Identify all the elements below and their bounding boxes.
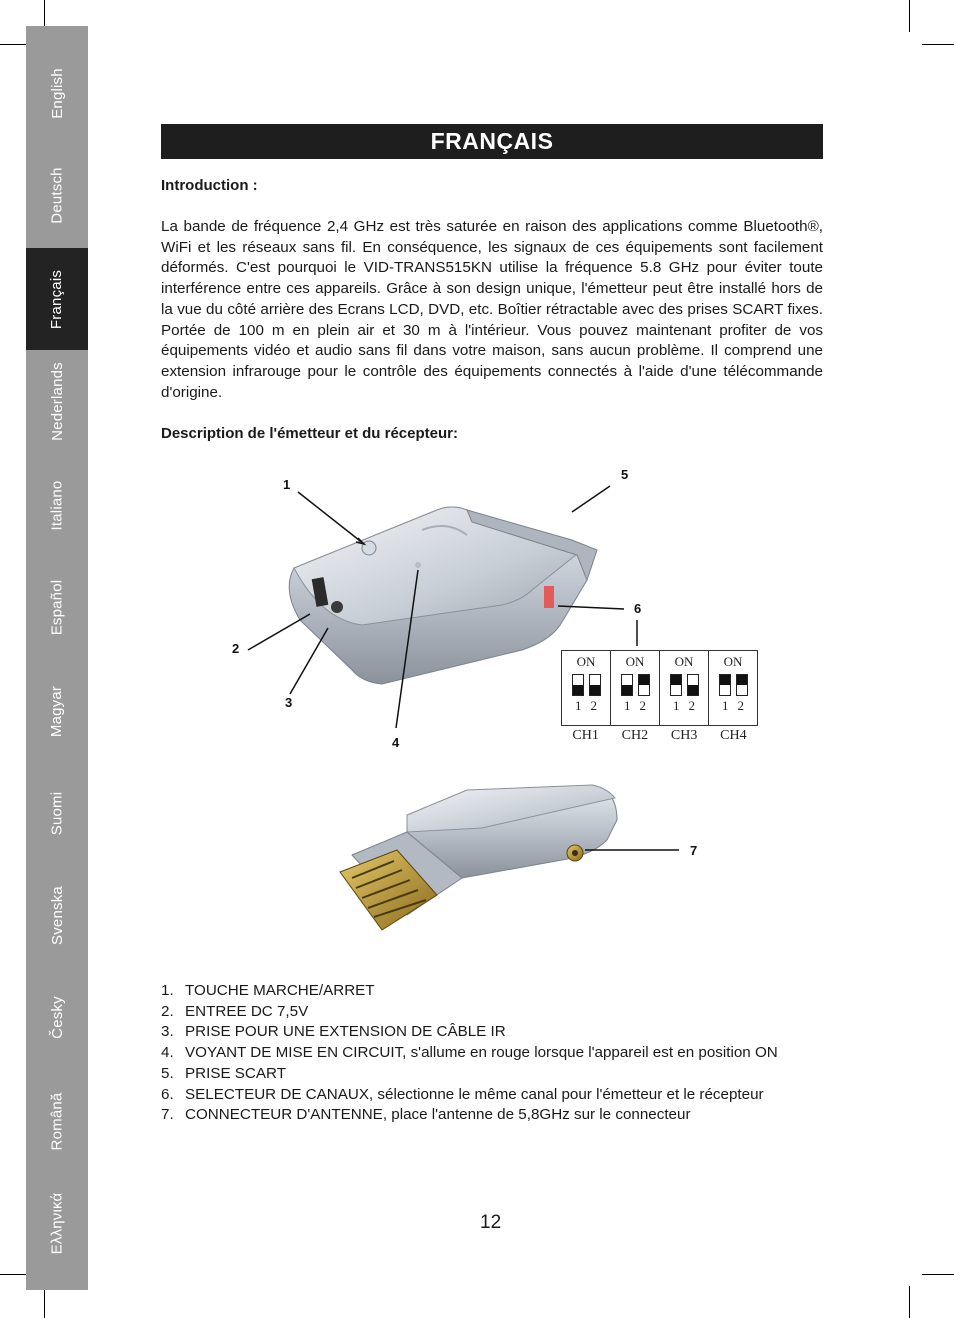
dip-switch-1	[572, 674, 584, 696]
lang-tab-cesky[interactable]	[26, 966, 88, 1068]
list-item	[161, 1085, 823, 1106]
list-item	[161, 1105, 823, 1126]
intro-heading: Introduction :	[161, 177, 258, 194]
lang-tab-deutsch[interactable]	[26, 144, 88, 246]
callout-5: 5	[621, 467, 629, 482]
callout-2: 2	[232, 641, 240, 656]
lang-tab-label: Français	[48, 269, 66, 329]
lang-tab-label: Nederlands	[48, 361, 66, 441]
lang-tab-francais[interactable]	[26, 248, 88, 350]
dip-on-label: ON	[674, 654, 694, 669]
page-number: 12	[480, 1212, 502, 1233]
dip-on-label: ON	[723, 654, 743, 669]
lang-tab-label: Česky	[48, 995, 66, 1039]
list-item-text: ENTREE DC 7,5V	[185, 1002, 309, 1020]
lang-tab-label: Español	[48, 579, 66, 635]
dip-on-label: ON	[625, 654, 645, 669]
lang-tab-nederlands[interactable]	[26, 350, 88, 452]
dip-cell-ch3	[660, 651, 709, 725]
dip-number: 1	[575, 698, 582, 713]
callout-3: 3	[285, 695, 293, 710]
crop-mark	[909, 1286, 910, 1318]
dip-switch-2	[638, 674, 650, 696]
dip-number: 2	[639, 698, 646, 713]
list-item-number: 2.	[161, 1002, 174, 1020]
dip-switch-2	[736, 674, 748, 696]
lang-tab-label: Ελληνικά	[48, 1192, 66, 1254]
lang-tab-romana[interactable]	[26, 1070, 88, 1172]
channel-label: CH2	[621, 728, 649, 743]
list-item-text: SELECTEUR DE CANAUX, sélectionne le même canal pour l'émetteur et le récepteur	[185, 1085, 764, 1103]
channel-label: CH3	[670, 728, 698, 743]
dip-on-label: ON	[576, 654, 596, 669]
lang-tab-espanol[interactable]	[26, 556, 88, 658]
dip-cell-ch1	[562, 651, 611, 725]
lang-tab-label: Suomi	[48, 791, 66, 835]
dip-switch-1	[621, 674, 633, 696]
list-item-number: 7.	[161, 1106, 174, 1124]
list-item-number: 5.	[161, 1064, 174, 1082]
lang-tab-label: Svenska	[48, 885, 66, 945]
channel-labels	[561, 728, 758, 744]
dip-switch-2	[589, 674, 601, 696]
description-heading: Description de l'émetteur et du récepteur:	[161, 425, 458, 442]
dip-number: 1	[624, 698, 631, 713]
list-item-number: 3.	[161, 1023, 174, 1041]
channel-label: CH4	[720, 728, 747, 743]
crop-mark	[922, 44, 954, 45]
dip-number: 2	[590, 698, 597, 713]
callout-6: 6	[634, 601, 642, 616]
list-item-number: 4.	[161, 1044, 174, 1062]
lang-tab-label: Română	[48, 1092, 66, 1150]
list-item	[161, 1002, 823, 1023]
list-item-text: CONNECTEUR D'ANTENNE, place l'antenne de 5,8GHz sur le connecteur	[185, 1106, 691, 1124]
list-item-text: VOYANT DE MISE EN CIRCUIT, s'allume en rouge lorsque l'appareil est en position ON	[185, 1044, 778, 1062]
language-sidebar	[26, 26, 88, 1290]
crop-mark	[44, 1286, 45, 1318]
receiver-device	[340, 785, 617, 930]
lang-tab-english[interactable]	[26, 42, 88, 144]
parts-list	[161, 981, 823, 1126]
crop-mark	[922, 1274, 954, 1275]
list-item-number: 1.	[161, 982, 174, 999]
callout-1: 1	[283, 477, 291, 492]
intro-paragraph: La bande de fréquence 2,4 GHz est très saturée en raison des applications comme Bluetooth®, WiFi et les réseaux sans fil. En conséquence, les signaux de ces équipements sont facilement déformés. C'est pourquoi le VID-TRANS515KN utilise la fréquence 5.8 GHz pour éviter toute interférence entre ces appareils. Grâce à son design unique, l'émetteur peut être installé hors de la vue du côté arrière des Ecrans LCD, DVD, etc. Boîtier rétractable avec des prises SCART fixes. Portée de 100 m en plein air et 30 m à l'intérieur. Vous pouvez maintenant profiter de vos équipements vidéo et audio sans fil dans votre maison, sans aucun problème. Il comprend une extension infrarouge pour le contrôle des équipements connectés à l'aide d'une télécommande d'origine.	[161, 218, 823, 401]
dip-switch-1	[719, 674, 731, 696]
lang-tab-suomi[interactable]	[26, 762, 88, 864]
lang-tab-label: Magyar	[48, 685, 66, 737]
list-item-text: TOUCHE MARCHE/ARRET	[185, 982, 375, 999]
callout-7: 7	[690, 843, 698, 858]
lang-tab-label: English	[48, 67, 66, 119]
channel-dip-switch-table	[561, 650, 758, 726]
dip-switch-1	[670, 674, 682, 696]
dip-cell-ch4	[709, 651, 757, 725]
dip-number: 2	[737, 698, 744, 713]
list-item	[161, 1022, 823, 1043]
crop-mark	[909, 0, 910, 32]
list-item	[161, 1043, 823, 1064]
lang-tab-magyar[interactable]	[26, 660, 88, 762]
callout-4: 4	[392, 735, 400, 750]
list-item	[161, 981, 823, 1002]
product-figure	[222, 460, 762, 965]
dip-number: 1	[722, 698, 729, 713]
lang-tab-label: Deutsch	[48, 166, 66, 224]
dip-switch-2	[687, 674, 699, 696]
page-title: FRANÇAIS	[161, 124, 823, 159]
list-item-text: PRISE POUR UNE EXTENSION DE CÂBLE IR	[185, 1023, 506, 1041]
list-item-number: 6.	[161, 1085, 174, 1103]
list-item-text: PRISE SCART	[185, 1064, 286, 1082]
transmitter-device	[289, 507, 597, 684]
lang-tab-italiano[interactable]	[26, 454, 88, 556]
lang-tab-label: Italiano	[48, 480, 66, 530]
lang-tab-svenska[interactable]	[26, 864, 88, 966]
channel-label: CH1	[572, 728, 599, 743]
list-item	[161, 1064, 823, 1085]
dip-cell-ch2	[611, 651, 660, 725]
lang-tab-greek[interactable]	[26, 1172, 88, 1274]
dip-number: 1	[673, 698, 680, 713]
dip-number: 2	[688, 698, 695, 713]
